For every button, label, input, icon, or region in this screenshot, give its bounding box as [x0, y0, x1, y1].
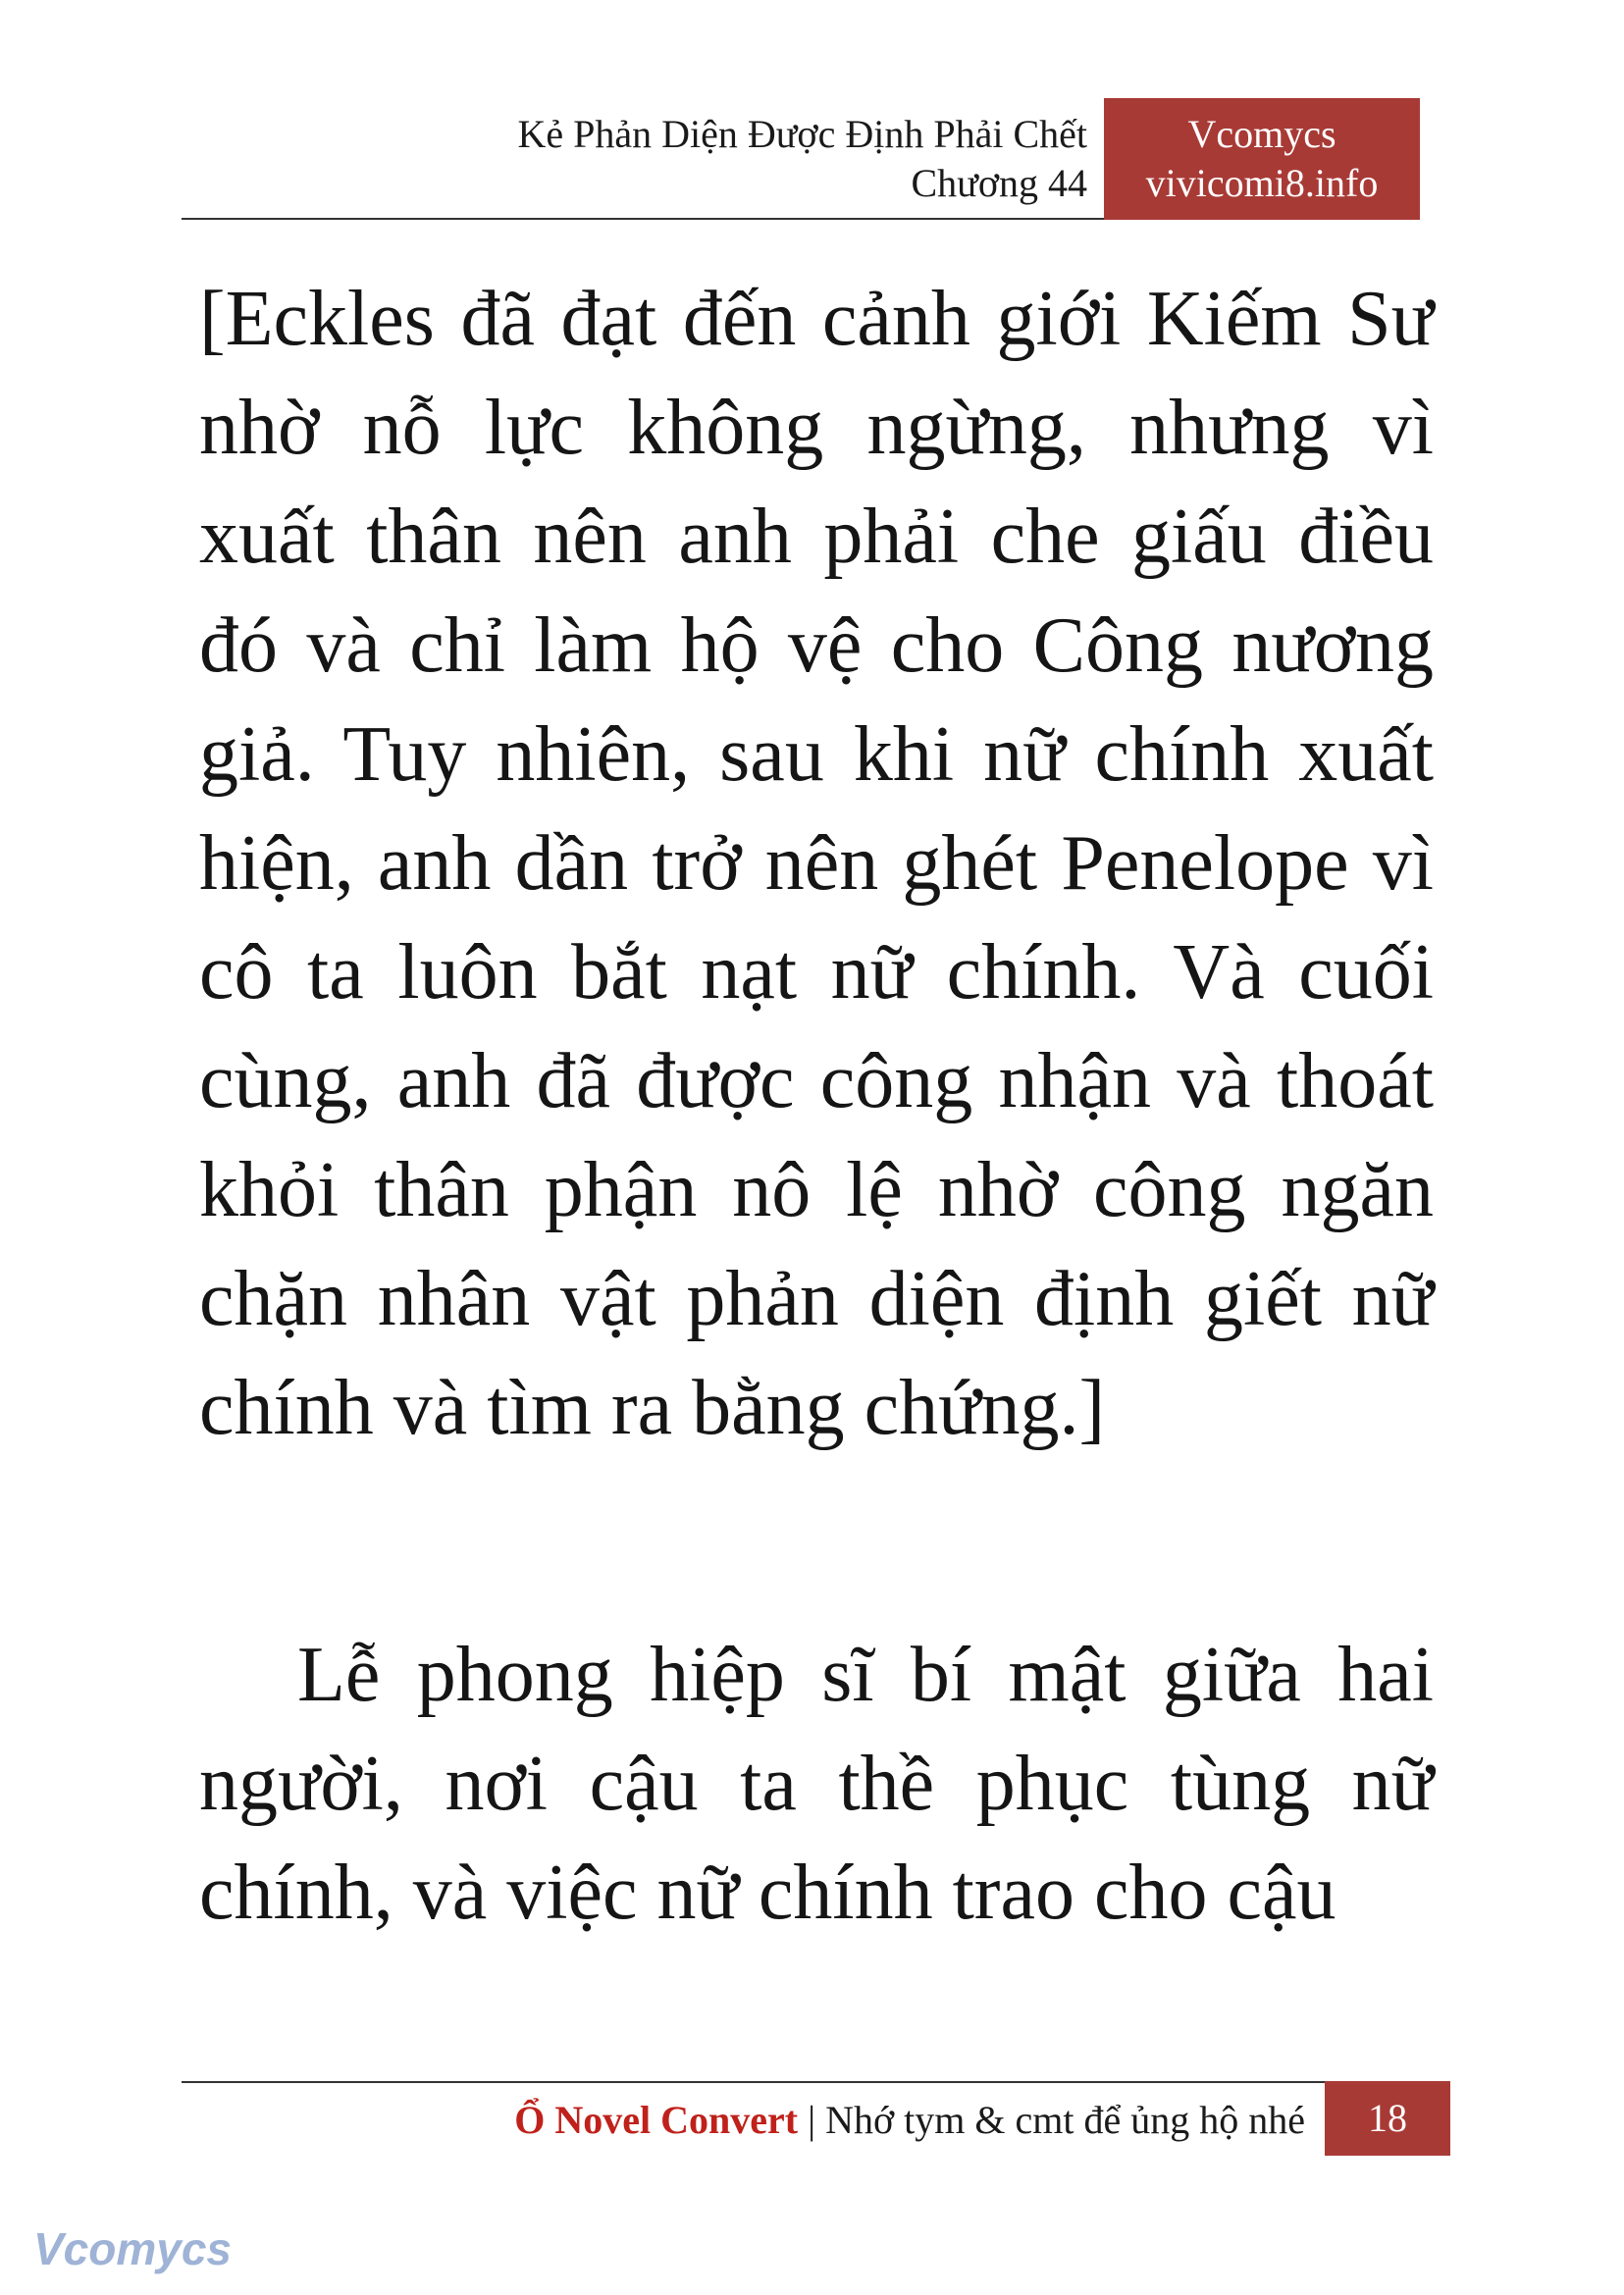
paragraph-1: [Eckles đã đạt đến cảnh giới Kiếm Sư nhờ nỗ lực không ngừng, nhưng vì xuất thân nên anh phải che giấu điều đó và chỉ làm hộ vệ cho Công nương giả. Tuy nhiên, sau khi nữ chính xuất hiện, anh dần trở nên ghét Penelope vì cô ta luôn bắt nạt nữ chính. Và cuối cùng, anh đã được công nhận và thoát khỏi thân phận nô lệ nhờ công ngăn chặn nhân vật phản diện định giết nữ chính và tìm ra bằng chứng.] [199, 276, 1434, 1451]
footer-text [514, 2097, 1305, 2144]
chapter-label: Chương 44 [911, 161, 1087, 205]
footer-message: Nhớ tym & cmt để ủng hộ nhé [825, 2098, 1305, 2142]
paragraph-2: Lễ phong hiệp sĩ bí mật giữa hai người, nơi cậu ta thề phục tùng nữ chính, và việc nữ chính trao cho cậu [199, 1632, 1434, 1936]
page-footer [182, 2081, 1447, 2156]
book-title: Kẻ Phản Diện Được Định Phải Chết [517, 112, 1087, 156]
brand-box [1104, 98, 1420, 220]
header-divider [182, 218, 1104, 220]
footer-brand: Ổ Novel Convert [514, 2098, 799, 2142]
page-header [182, 98, 1418, 220]
page-content [199, 265, 1434, 1948]
vcomycs-watermark-logo [29, 2219, 245, 2278]
brand-site: vivicomi8.info [1145, 161, 1379, 205]
header-text [517, 110, 1087, 208]
page-number: 18 [1325, 2081, 1450, 2156]
footer-divider [182, 2081, 1325, 2083]
watermark-text: Vcomycs [33, 2223, 233, 2274]
brand-name: Vcomycs [1187, 112, 1336, 156]
footer-separator: | [808, 2098, 816, 2142]
